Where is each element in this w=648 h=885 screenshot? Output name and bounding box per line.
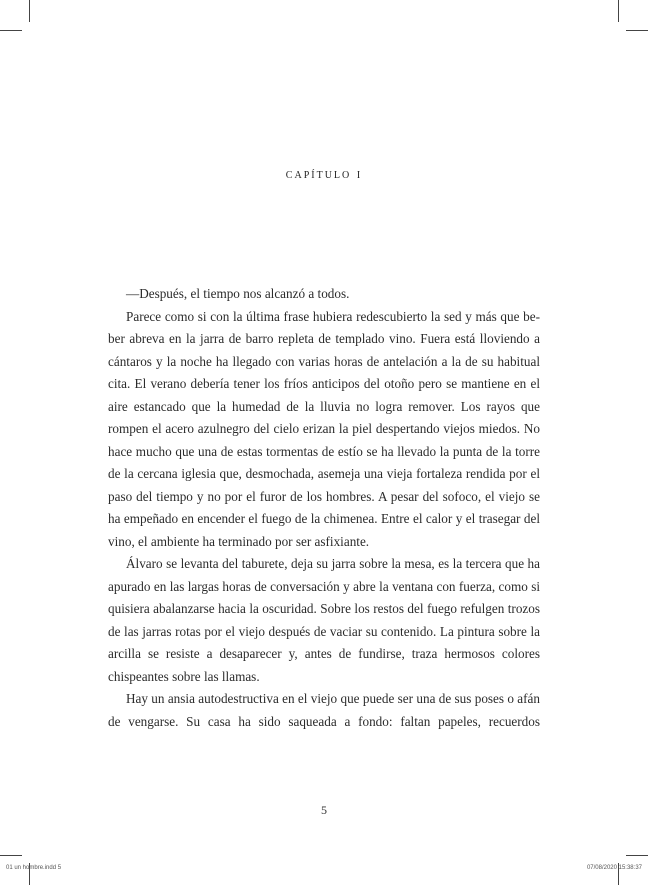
paragraph-3: Álvaro se levanta del taburete, deja su jarra sobre la mesa, es la tercera que ha apurado en las largas horas de conversación y abre la ventana con fuerza, como si quisiera abalanzarse hacia la oscuridad. Sobre los restos del fuego refulgen trozos de las jarras rotas por el viejo después de vaciar su contenido. La pintura sobre la arcilla se resiste a desaparecer y, antes de fundirse, traza hermosos colores chispeantes sobre las llamas. xyxy=(108,556,540,684)
paragraph-4: Hay un ansia autodestructiva en el viejo que puede ser una de sus poses o afán de vengarse. Su casa ha sido saqueada a fondo: faltan papeles, recuerdos xyxy=(108,691,540,729)
crop-mark-top-right-vertical xyxy=(618,0,619,22)
crop-mark-top-left-horizontal xyxy=(0,30,22,31)
body-text xyxy=(108,283,540,733)
crop-mark-bottom-left-horizontal xyxy=(0,855,22,856)
crop-mark-top-right-horizontal xyxy=(626,30,648,31)
paragraph-1: —Después, el tiempo nos alcanzó a todos. xyxy=(126,286,350,301)
chapter-title: capítulo i xyxy=(285,166,363,182)
crop-mark-top-left-vertical xyxy=(29,0,30,22)
slug-file-name: 01 un hombre.indd 5 xyxy=(6,865,62,871)
paragraph-2: Parece como si con la última frase hubiera redescubierto la sed y más que beber abreva en la jarra de barro repleta de templado vino. Fuera está lloviendo a cántaros y la noche ha llegado con varias horas de antelación a la de su habitual cita. El verano debería tener los fríos anticipos del otoño pero se mantiene en el aire estancado que la humedad de la lluvia no logra remover. Los rayos que rompen el acero azulnegro del cielo erizan la piel despertando viejos miedos. No hace mucho que una de estas tormentas de estío se ha llevado la punta de la torre de la cercana iglesia que, desmochada, asemeja una vieja fortaleza rendida por el paso del tiempo y no por el furor de los hombres. A pesar del sofoco, el viejo se ha empeñado en encender el fuego de la chimenea. Entre el calor y el trasegar del vino, el ambiente ha terminado por ser asfixiante. xyxy=(108,308,540,549)
crop-mark-bottom-right-horizontal xyxy=(626,855,648,856)
slug-timestamp: 07/08/2020 15:38:37 xyxy=(586,865,642,871)
page-number: 5 xyxy=(321,803,327,817)
